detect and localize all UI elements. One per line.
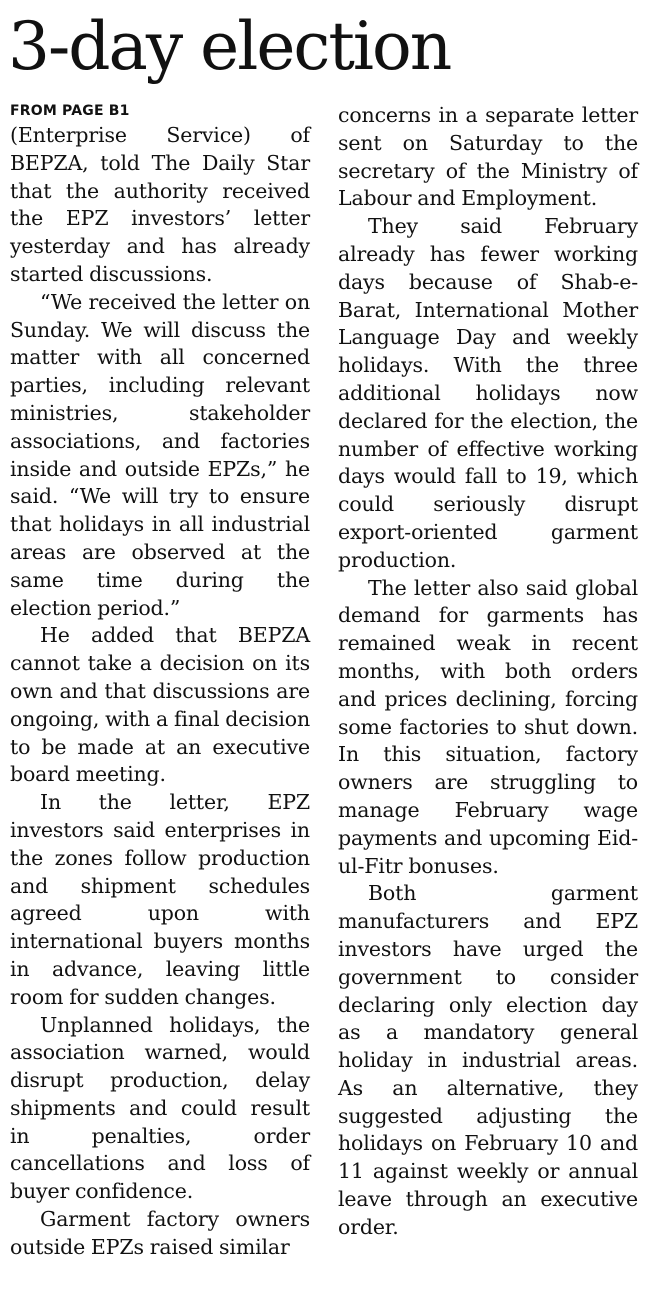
paragraph: concerns in a separate letter sent on Saturday to the secretary of the Ministry of Labour and Employment.	[338, 103, 638, 211]
article-column-left	[10, 100, 310, 1262]
paragraph: Both garment manufacturers and EPZ investors have urged the government to consider declaring only election day as a mandatory general holiday in industrial areas. As an alternative, they suggested adjusting the holidays on February 10 and 11 against weekly or annual leave through an executive order.	[338, 881, 638, 1239]
paragraph: (Enterprise Service) of BEPZA, told The Daily Star that the authority received the EPZ investors’ letter yesterday and has already started discussions.	[10, 123, 310, 286]
dateline: FROM PAGE B1	[10, 103, 130, 119]
paragraph: He added that BEPZA cannot take a decision on its own and that discussions are ongoing, with a final decision to be made at an executive board meeting.	[10, 623, 310, 787]
paragraph: Garment factory owners outside EPZs raised similar	[10, 1207, 310, 1259]
paragraph: Unplanned holidays, the association warned, would disrupt production, delay shipments and could result in penalties, order cancellations and loss of buyer confidence.	[10, 1012, 310, 1204]
paragraph: The letter also said global demand for garments has remained weak in recent months, with both orders and prices declining, forcing some factories to shut down. In this situation, factory owners are struggling to manage February wage payments and upcoming Eid-ul-Fitr bonuses.	[338, 575, 638, 878]
paragraph: “We received the letter on Sunday. We will discuss the matter with all concerned parties, including relevant ministries, stakeholder associations, and factories inside and outside EPZs,” he said. “We will try to ensure that holidays in all industrial areas are observed at the same time during the election period.”	[10, 289, 310, 620]
article-column-right	[338, 102, 638, 1242]
paragraph: They said February already has fewer working days because of Shab-e-Barat, International Mother Language Day and weekly holidays. With the three additional holidays now declared for the election, the number of effective working days would fall to 19, which could seriously disrupt export-oriented garment production.	[338, 214, 638, 572]
headline: 3-day election	[8, 8, 451, 85]
paragraph: In the letter, EPZ investors said enterprises in the zones follow production and shipment schedules agreed upon with international buyers months in advance, leaving little room for sudden changes.	[10, 790, 310, 1009]
